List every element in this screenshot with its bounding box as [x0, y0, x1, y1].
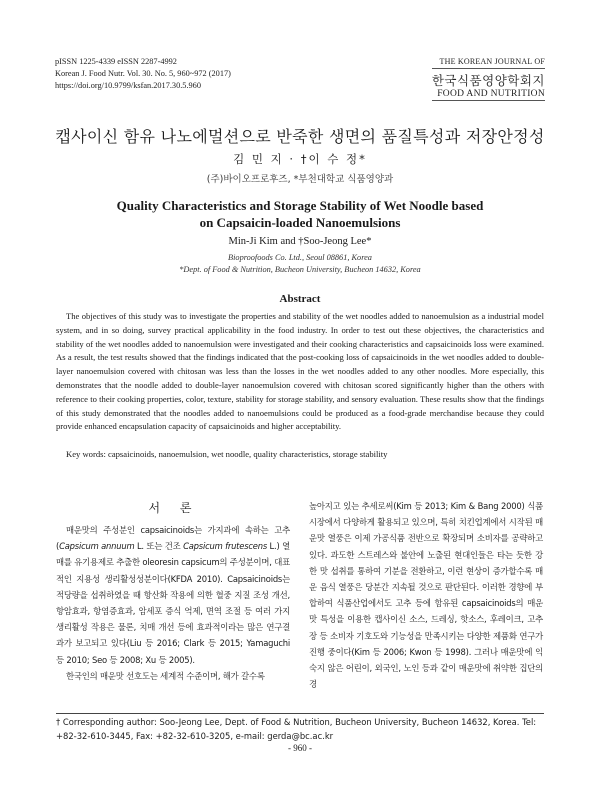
intro-text-a: 매운맛의 주성분인 capsaicinoids는 가지과에 속하는 고추( [56, 525, 290, 552]
title-english-line1: Quality Characteristics and Storage Stability of Wet Noodle based [116, 198, 484, 213]
keywords: Key words: capsaicinoids, nanoemulsion, wet noodle, quality characteristics, storage stability [66, 449, 388, 459]
authors-korean: 김 민 지 · †이 수 정* [233, 152, 367, 166]
journal-citation: Korean J. Food Nutr. Vol. 30. No. 5, 960~972 (2017) [55, 69, 231, 78]
citation-block [55, 56, 231, 92]
affiliation-english-1: Bioproofoods Co. Ltd., Seoul 08861, Korea [228, 253, 372, 262]
affiliation-korean: (주)바이오프로후즈, *부천대학교 식품영양과 [206, 174, 394, 185]
journal-logo [432, 57, 545, 101]
affiliation-english-2: *Dept. of Food & Nutrition, Bucheon University, Bucheon 14632, Korea [179, 265, 421, 274]
intro-text-c: L.) 열매를 유기용제로 추출한 oleoresin capsicum의 주성분이며, 대표적인 지용성 생리활성성분이다(KFDA 2010). Capsaicinoids는 적당량을 섭취하였을 때 항산화 작용에 의한 혈중 지질 조성 개선, 항암효과, 항염증효과, 암세포 증식 억제, 면역 조절 등 여러 가지 생리활성 작용은 물론, 치매 개선 등에 효과적이라는 많은 연구결과가 보고되고 있다(Liu 등 2016; Clark 등 2015; Yamaguchi 등 2010; Seo 등 2008; Xu 등 2005). [56, 541, 290, 665]
title-english-line2: on Capsaicin-loaded Nanoemulsions [199, 215, 401, 230]
abstract-text: The objectives of this study was to investigate the properties and stability of the wet noodles added to nanoemulsion as a industrial model system, and in so doing, survey practical applicability in the food industry. In order to test out these objectives, the characteristics and stability of the wet noodles added to nanoemulsion were investigated and their cooking characteristics and capsaicinoids loss were examined. As a result, the test results showed that the findings indicated that the post-cooking loss of capsaicinoids in the wet noodles added to double-layer nanoemulsion covered with chitosan was less than the losses in the wet noodles added to any other noodles. More especially, this demonstrates that the noodle added to double-layer nanoemulsion covered with chitosan scored significantly higher than the others with reference to their cooking properties, color, texture, stability for storage stability, and sensory evaluation. These results show that the findings of this study demonstrated that the noodles added to nanoemulsions could be produced as a food-grade merchandise because they could provide enhanced encapsulation capacity of capsaicinoids and higher acceptability. [56, 311, 544, 432]
doi-link[interactable]: https://doi.org/10.9799/ksfan.2017.30.5.960 [55, 81, 201, 90]
journal-name-en-top: THE KOREAN JOURNAL OF [432, 57, 545, 69]
intro-text-b: L. 또는 건조 [134, 541, 184, 552]
page-number: - 960 - [288, 743, 312, 753]
intro-paragraph-1 [56, 522, 290, 668]
affiliation-english [0, 252, 600, 276]
species-name-1: Capsicum annuum [59, 541, 135, 552]
issn: pISSN 1225-4339 eISSN 2287-4992 [55, 57, 177, 66]
journal-name-en-bottom: FOOD AND NUTRITION [432, 89, 545, 101]
species-name-2: Capsicum frutescens [183, 541, 268, 552]
abstract-heading: Abstract [279, 293, 321, 305]
journal-name-ko: 한국식품영양학회지 [431, 73, 545, 88]
authors-english: Min-Ji Kim and †Soo-Jeong Lee* [228, 236, 372, 247]
footnote-divider [56, 713, 544, 714]
intro-paragraph-2: 한국인의 매운맛 선호도는 세계적 수준이며, 해가 갈수록 [66, 671, 265, 681]
corresponding-author-footnote: † Corresponding author: Soo-Jeong Lee, Dept. of Food & Nutrition, Bucheon University, Bucheon 14632, Korea. Tel: +82-32-610-3445, Fax: +82-32-610-3205, e-mail: gerda@bc.ac.kr [56, 717, 537, 741]
intro-paragraph-right: 높아지고 있는 추세로써(Kim 등 2013; Kim & Bang 2000) 식품시장에서 다양하게 활용되고 있으며, 특히 치킨업계에서 시작된 매운맛 열풍은 이제 가공식품 전반으로 확장되며 소비자를 공략하고 있다. 과도한 스트레스와 불안에 노출된 현대인들은 타는 듯한 강한 맛 섭취를 통하여 기분을 전환하고, 이런 현상이 증가할수록 매운 음식 열풍은 당분간 지속될 것으로 판단된다. 이러한 경향에 부합하여 식품산업에서도 고추 등에 함유된 capsaicinoids의 매운맛 특성을 이용한 캡사이신 소스, 드레싱, 핫소스, 후레이크, 고추장 등 소비자 기호도와 기능성을 만족시키는 다양한 제품화 연구가 진행 중이다(Kim 등 2006; Kwon 등 1998). 그러나 매운맛에 익숙지 않은 어린이, 외국인, 노인 등과 같이 매운맛에 취약한 집단의 경 [309, 501, 543, 690]
section-heading-introduction: 서 론 [148, 501, 200, 515]
title-korean: 캡사이신 함유 나노에멀션으로 반죽한 생면의 품질특성과 저장안정성 [55, 127, 545, 146]
title-english [0, 197, 600, 231]
